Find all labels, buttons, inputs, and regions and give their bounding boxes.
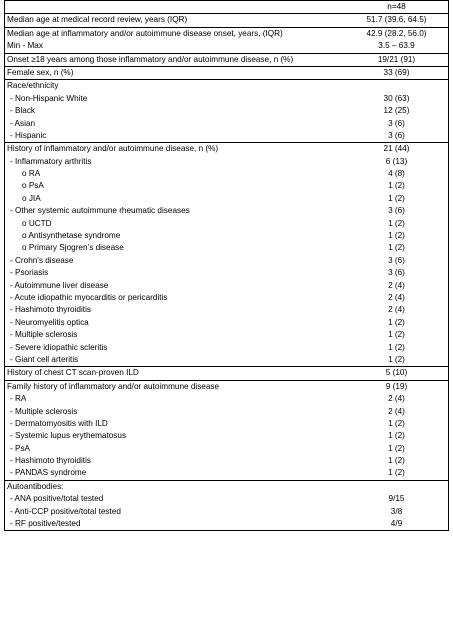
row-value: 3 (6) bbox=[388, 255, 405, 265]
table-row bbox=[5, 54, 448, 66]
header-label-cell bbox=[5, 1, 345, 13]
table-row bbox=[5, 280, 448, 292]
row-value bbox=[345, 481, 448, 493]
row-value: 3 (6) bbox=[388, 206, 405, 216]
table-row bbox=[5, 80, 448, 92]
row-label: o UCTD bbox=[22, 218, 52, 228]
row-value: 21 (44) bbox=[383, 144, 410, 154]
row-value: 3/8 bbox=[390, 506, 403, 516]
table-row bbox=[5, 418, 448, 430]
row-label: - Crohn's disease bbox=[10, 255, 74, 265]
table-row bbox=[5, 156, 448, 168]
row-label: - Inflammatory arthritis bbox=[10, 156, 92, 166]
table-row bbox=[5, 130, 448, 142]
row-value: 51.7 (39.6, 64.5) bbox=[366, 15, 427, 25]
row-value: 33 (69) bbox=[383, 67, 410, 77]
row-value: 3.5 – 63.9 bbox=[378, 41, 415, 51]
row-value: 1 (2) bbox=[388, 330, 405, 340]
row-label: - Asian bbox=[10, 118, 36, 128]
table-row bbox=[5, 367, 448, 379]
table-row bbox=[5, 317, 448, 329]
table-row bbox=[5, 93, 448, 105]
row-value: 4 (8) bbox=[388, 169, 405, 179]
row-label: o Antisynthetase syndrome bbox=[22, 231, 121, 241]
row-label: - Anti-CCP positive/total tested bbox=[10, 506, 121, 516]
row-label: - RF positive/tested bbox=[10, 519, 81, 529]
table-group bbox=[4, 367, 449, 380]
table-row bbox=[5, 14, 448, 26]
header-group bbox=[4, 0, 449, 14]
table-row bbox=[5, 105, 448, 117]
table-row bbox=[5, 255, 448, 267]
row-value: 4/9 bbox=[390, 519, 403, 529]
table-row bbox=[5, 292, 448, 304]
table-row bbox=[5, 28, 448, 40]
row-label: o JIA bbox=[22, 193, 41, 203]
table-group bbox=[4, 80, 449, 143]
table-group bbox=[4, 14, 449, 27]
row-label: - RA bbox=[10, 394, 27, 404]
row-value: 12 (25) bbox=[383, 106, 410, 116]
row-label: Median age at medical record review, years (IQR) bbox=[7, 15, 188, 25]
table-row bbox=[5, 193, 448, 205]
table-group bbox=[4, 143, 449, 367]
table-row bbox=[5, 230, 448, 242]
table-group bbox=[4, 54, 449, 67]
row-label: - PANDAS syndrome bbox=[10, 468, 87, 478]
row-label: Female sex, n (%) bbox=[7, 67, 74, 77]
row-value: 9 (19) bbox=[385, 381, 408, 391]
table-row bbox=[5, 506, 448, 518]
row-label: Family history of inflammatory and/or autoimmune disease bbox=[7, 381, 220, 391]
row-value bbox=[345, 80, 448, 92]
table-row bbox=[5, 493, 448, 505]
row-label: History of inflammatory and/or autoimmune disease, n (%) bbox=[7, 144, 219, 154]
row-value: 42.9 (28.2, 56.0) bbox=[366, 28, 427, 38]
row-value: 1 (2) bbox=[388, 418, 405, 428]
row-value: 19/21 (91) bbox=[377, 54, 416, 64]
table-row bbox=[5, 267, 448, 279]
table-group bbox=[4, 481, 449, 532]
table-row bbox=[5, 143, 448, 155]
row-value: 1 (2) bbox=[388, 456, 405, 466]
row-label: - Acute idiopathic myocarditis or pericarditis bbox=[10, 292, 168, 302]
row-label: - Non-Hispanic White bbox=[10, 93, 88, 103]
table-row bbox=[5, 342, 448, 354]
table-row bbox=[5, 329, 448, 341]
table-row bbox=[5, 168, 448, 180]
table-row bbox=[5, 40, 448, 52]
row-label: - ANA positive/total tested bbox=[10, 494, 104, 504]
row-label: o Primary Sjogren’s disease bbox=[22, 243, 124, 253]
row-value: 1 (2) bbox=[388, 231, 405, 241]
table-row bbox=[5, 304, 448, 316]
row-value: 2 (4) bbox=[388, 394, 405, 404]
row-label: - Neuromyelitis optica bbox=[10, 317, 89, 327]
row-label: - Multiple sclerosis bbox=[10, 406, 78, 416]
row-value: 2 (4) bbox=[388, 280, 405, 290]
table-row bbox=[5, 381, 448, 393]
row-label: - Hispanic bbox=[10, 130, 47, 140]
table-group bbox=[4, 28, 449, 54]
row-value: 30 (63) bbox=[383, 93, 410, 103]
table-row bbox=[5, 354, 448, 366]
row-value: 1 (2) bbox=[388, 468, 405, 478]
row-value: 1 (2) bbox=[388, 218, 405, 228]
row-label: - Black bbox=[10, 106, 36, 116]
row-label: - Autoimmune liver disease bbox=[10, 280, 109, 290]
row-value: 9/15 bbox=[388, 494, 405, 504]
table-row bbox=[5, 406, 448, 418]
table-row bbox=[5, 455, 448, 467]
header-value: n=48 bbox=[387, 2, 406, 11]
row-value: 3 (6) bbox=[388, 268, 405, 278]
header-row bbox=[5, 1, 448, 13]
row-label: - Giant cell arteritis bbox=[10, 354, 79, 364]
row-value: 1 (2) bbox=[388, 342, 405, 352]
row-value: 2 (4) bbox=[388, 305, 405, 315]
table-row bbox=[5, 205, 448, 217]
table-row bbox=[5, 393, 448, 405]
row-label: - Multiple sclerosis bbox=[10, 330, 78, 340]
table-group bbox=[4, 67, 449, 80]
row-value: 1 (2) bbox=[388, 181, 405, 191]
row-value: 3 (6) bbox=[388, 130, 405, 140]
row-value: 2 (4) bbox=[388, 292, 405, 302]
row-value: 2 (4) bbox=[388, 406, 405, 416]
table-group bbox=[4, 381, 449, 481]
row-label: Median age at inflammatory and/or autoimmune disease onset, years, (IQR) bbox=[7, 28, 283, 38]
row-value: 1 (2) bbox=[388, 243, 405, 253]
row-label: - Hashimoto thyroiditis bbox=[10, 456, 91, 466]
row-label: Race/ethnicity bbox=[7, 81, 59, 91]
table-row bbox=[5, 430, 448, 442]
row-label: - Hashimoto thyroiditis bbox=[10, 305, 91, 315]
row-label: o RA bbox=[22, 169, 41, 179]
row-value: 3 (6) bbox=[388, 118, 405, 128]
row-value: 1 (2) bbox=[388, 193, 405, 203]
row-label: - PsA bbox=[10, 443, 31, 453]
row-label: - Dermatomyositis with ILD bbox=[10, 418, 108, 428]
row-label: Autoantibodies: bbox=[7, 481, 64, 491]
table-row bbox=[5, 467, 448, 479]
characteristics-table bbox=[4, 0, 449, 531]
row-label: History of chest CT scan-proven ILD bbox=[7, 368, 139, 378]
row-label: o PsA bbox=[22, 181, 44, 191]
row-label: - Other systemic autoimmune rheumatic diseases bbox=[10, 206, 190, 216]
row-value: 1 (2) bbox=[388, 354, 405, 364]
row-value: 1 (2) bbox=[388, 317, 405, 327]
row-label: - Psoriasis bbox=[10, 268, 49, 278]
row-value: 1 (2) bbox=[388, 431, 405, 441]
table-row bbox=[5, 67, 448, 79]
table-row bbox=[5, 481, 448, 493]
table-row bbox=[5, 443, 448, 455]
table-row bbox=[5, 518, 448, 530]
table-row bbox=[5, 242, 448, 254]
row-label: - Systemic lupus erythematosus bbox=[10, 431, 127, 441]
row-value: 1 (2) bbox=[388, 443, 405, 453]
table-row bbox=[5, 218, 448, 230]
row-value: 5 (10) bbox=[385, 368, 408, 378]
row-label: - Severe idiopathic scleritis bbox=[10, 342, 108, 352]
row-label: Min - Max bbox=[7, 41, 43, 51]
row-value: 6 (13) bbox=[385, 156, 408, 166]
table-row bbox=[5, 118, 448, 130]
table-row bbox=[5, 180, 448, 192]
row-label: Onset ≥18 years among those inflammatory and/or autoimmune disease, n (%) bbox=[7, 54, 294, 64]
